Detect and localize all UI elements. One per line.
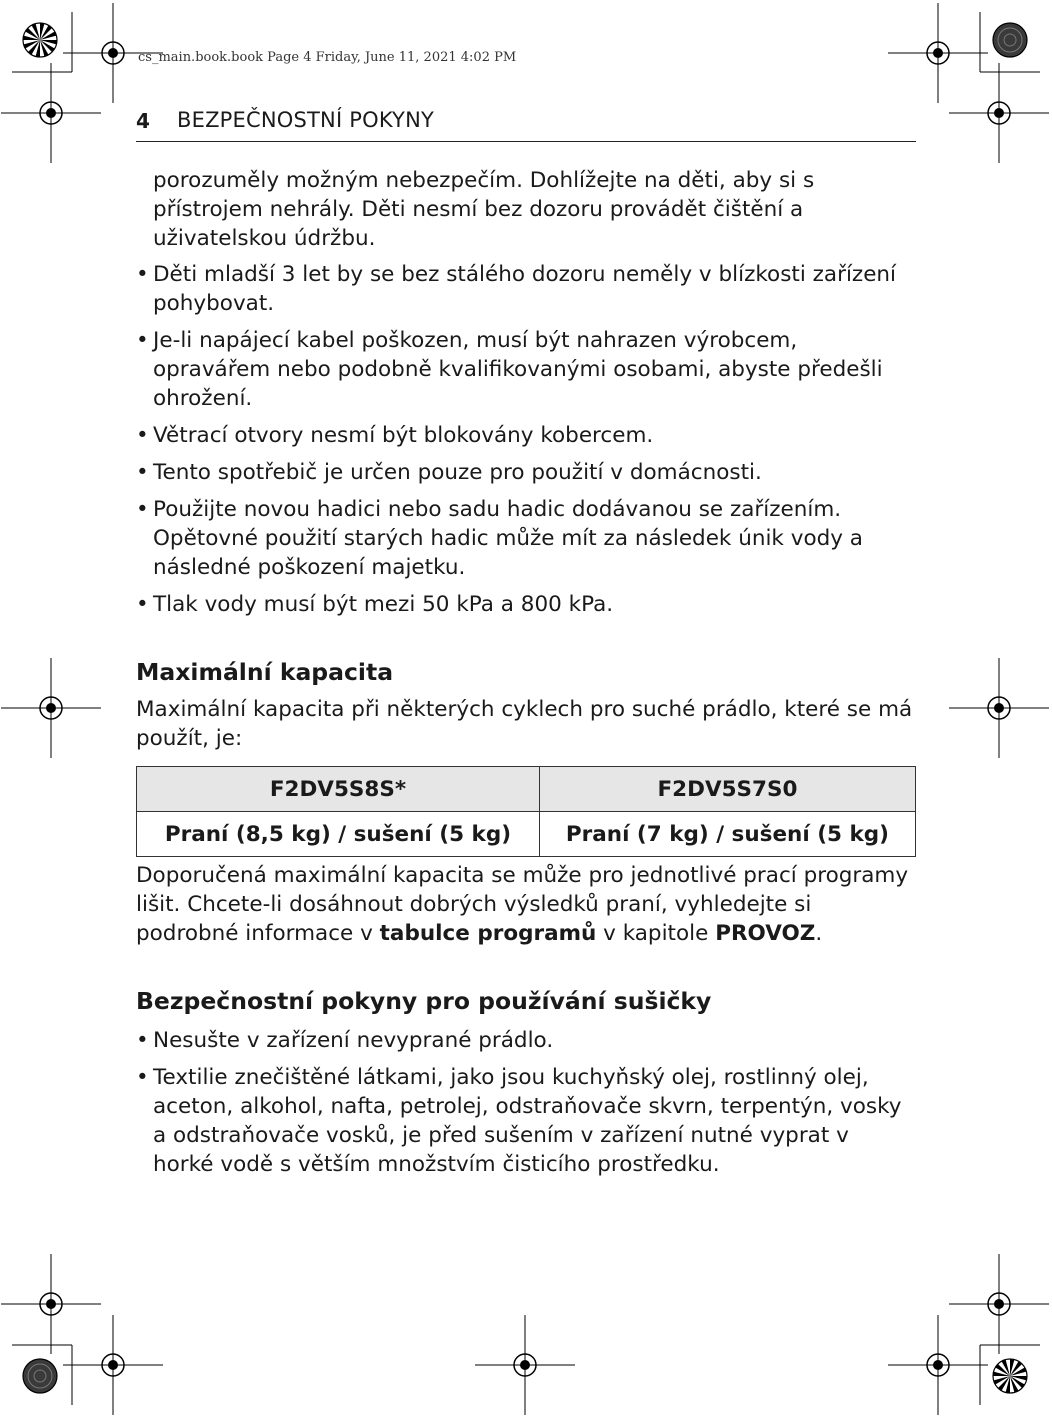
list-item: • Větrací otvory nesmí být blokovány kobercem. (136, 421, 916, 450)
dryer-safety-list (136, 1026, 916, 1179)
page-header (136, 107, 916, 142)
list-item: • Je-li napájecí kabel poškozen, musí být nahrazen výrobcem, opravářem nebo podobně kvalifikovanými osobami, abyste předešli ohrožení. (136, 326, 916, 413)
capacity-note (136, 861, 916, 948)
section-title: BEZPEČNOSTNÍ POKYNY (177, 108, 435, 132)
list-item: • Nesušte v zařízení nevyprané prádlo. (136, 1026, 916, 1055)
table-header-cell: F2DV5S7S0 (539, 767, 915, 812)
note-text: . (815, 921, 823, 946)
table-cell: Praní (8,5 kg) / sušení (5 kg) (137, 812, 540, 857)
continued-paragraph: porozuměly možným nebezpečím. Dohlížejte na děti, aby si s přístrojem nehrály. Děti nesmí bez dozoru provádět čištění a uživatelskou údržbu. (153, 168, 815, 251)
table-row (137, 812, 916, 857)
chapter-reference: PROVOZ (715, 921, 816, 946)
capacity-intro: Maximální kapacita při některých cyklech pro suché prádlo, které se má použít, je: (136, 697, 913, 751)
list-item: • Tento spotřebič je určen pouze pro použití v domácnosti. (136, 458, 916, 487)
program-table-reference: tabulce programů (379, 921, 597, 946)
capacity-table (136, 766, 916, 857)
list-item: • Tlak vody musí být mezi 50 kPa a 800 kPa. (136, 590, 916, 619)
page-content (136, 166, 916, 1187)
table-header-cell: F2DV5S8S* (137, 767, 540, 812)
note-text: Doporučená maximální kapacita se může pro jednotlivé prací programy lišit. Chcete-li dosáhnout dobrých výsledků praní, vyhledejte si podrobné informace v (136, 863, 909, 946)
list-item: • Textilie znečištěné látkami, jako jsou kuchyňský olej, rostlinný olej, aceton, alkohol, nafta, petrolej, odstraňovače skvrn, terpentýn, vosky a odstraňovače vosků, je před sušením v zařízení nutné vyprat v horké vodě s větším množstvím čisticího prostředku. (136, 1063, 916, 1179)
note-text: v kapitole (596, 921, 716, 946)
dryer-safety-heading: Bezpečnostní pokyny pro používání sušičky (136, 987, 712, 1015)
list-item: • Použijte novou hadici nebo sadu hadic dodávanou se zařízením. Opětovné použití starých hadic může mít za následek únik vody a následné poškození majetku. (136, 495, 916, 582)
capacity-heading: Maximální kapacita (136, 658, 394, 686)
table-header-row (137, 767, 916, 812)
page-number: 4 (136, 109, 150, 133)
table-cell: Praní (7 kg) / sušení (5 kg) (539, 812, 915, 857)
list-item: • Děti mladší 3 let by se bez stálého dozoru neměly v blízkosti zařízení pohybovat. (136, 260, 916, 318)
safety-list (136, 260, 916, 619)
print-slug: cs_main.book.book Page 4 Friday, June 11, 2021 4:02 PM (138, 50, 517, 65)
